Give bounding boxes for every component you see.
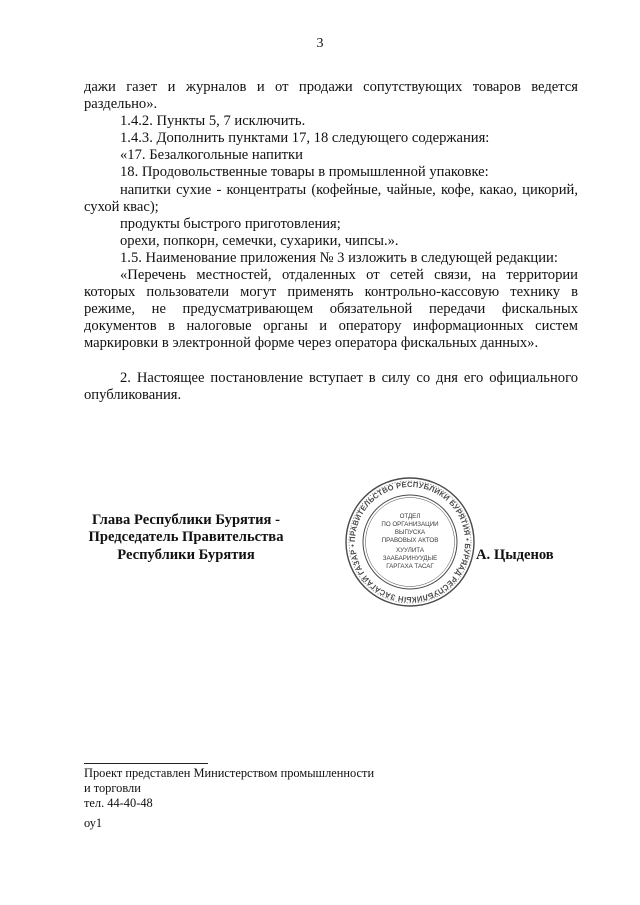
signatory-title-line: Председатель Правительства (88, 529, 284, 546)
seal-center-line: ЗААБАРИНУУДЫЕ (382, 555, 438, 562)
seal-center-line: ОТДЕЛ (399, 513, 421, 520)
document-code: оу1 (84, 816, 103, 831)
seal-center-line: ПО ОРГАНИЗАЦИИ (381, 521, 439, 528)
seal-center-line: ХУУЛИТА (396, 547, 424, 554)
footnote-line: и торговли (84, 780, 141, 795)
seal-center-line: ГАРГАХА ТАСАГ (386, 563, 434, 570)
paragraph-dry-drinks: напитки сухие - концентраты (кофейные, чайные, кофе, какао, цикорий, сухой квас); (84, 181, 578, 215)
paragraph-item-1-4-3: 1.4.3. Дополнить пунктами 17, 18 следующего содержания: (120, 130, 490, 147)
signatory-title (70, 512, 302, 564)
paragraph-fast-food: продукты быстрого приготовления; (120, 215, 341, 232)
signatory-title-line: Глава Республики Бурятия - (92, 512, 280, 528)
seal-center-line: ПРАВОВЫХ АКТОВ (381, 537, 439, 544)
signatory-name: А. Цыденов (476, 547, 554, 563)
seal-center-line: ВЫПУСКА (394, 529, 426, 536)
official-seal (344, 476, 476, 608)
signatory-title-line: Республики Бурятия (117, 546, 255, 563)
footnote-line: тел. 44-40-48 (84, 795, 153, 810)
paragraph-item-18: 18. Продовольственные товары в промышленной упаковке: (120, 164, 489, 181)
page-number: 3 (316, 36, 324, 51)
paragraph-continuation: дажи газет и журналов и от продажи сопутствующих товаров ведется раздельно». (84, 79, 578, 113)
paragraph-snacks: орехи, попкорн, семечки, сухарики, чипсы.». (120, 232, 399, 249)
paragraph-appendix-title: «Перечень местностей, отдаленных от сетей связи, на территории которых пользователи могут применять контрольно-кассовую технику в режиме, не предусматривающем обязательной передачи фискальных документов в налоговые органы и оператору информационных систем маркировки в электронной форме через оператора фискальных данных». (84, 267, 578, 352)
footnote-line: Проект представлен Министерством промышленности (84, 766, 375, 780)
document-body (84, 79, 578, 404)
paragraph-item-17: «17. Безалкогольные напитки (120, 147, 303, 164)
footnote (84, 766, 484, 831)
seal-ring-text: ПРАВИТЕЛЬСТВО РЕСПУБЛИКИ БУРЯТИЯ • БУРЯАД РЕСПУБЛИКЫН ЗАСАГАЙ ГАЗАР • (347, 479, 473, 605)
paragraph-item-1-5: 1.5. Наименование приложения № 3 изложить в следующей редакции: (120, 249, 558, 266)
paragraph-effective-date: 2. Настоящее постановление вступает в силу со дня его официального опубликования. (84, 369, 578, 403)
paragraph-item-1-4-2: 1.4.2. Пункты 5, 7 исключить. (120, 113, 306, 130)
footnote-divider (84, 763, 208, 764)
